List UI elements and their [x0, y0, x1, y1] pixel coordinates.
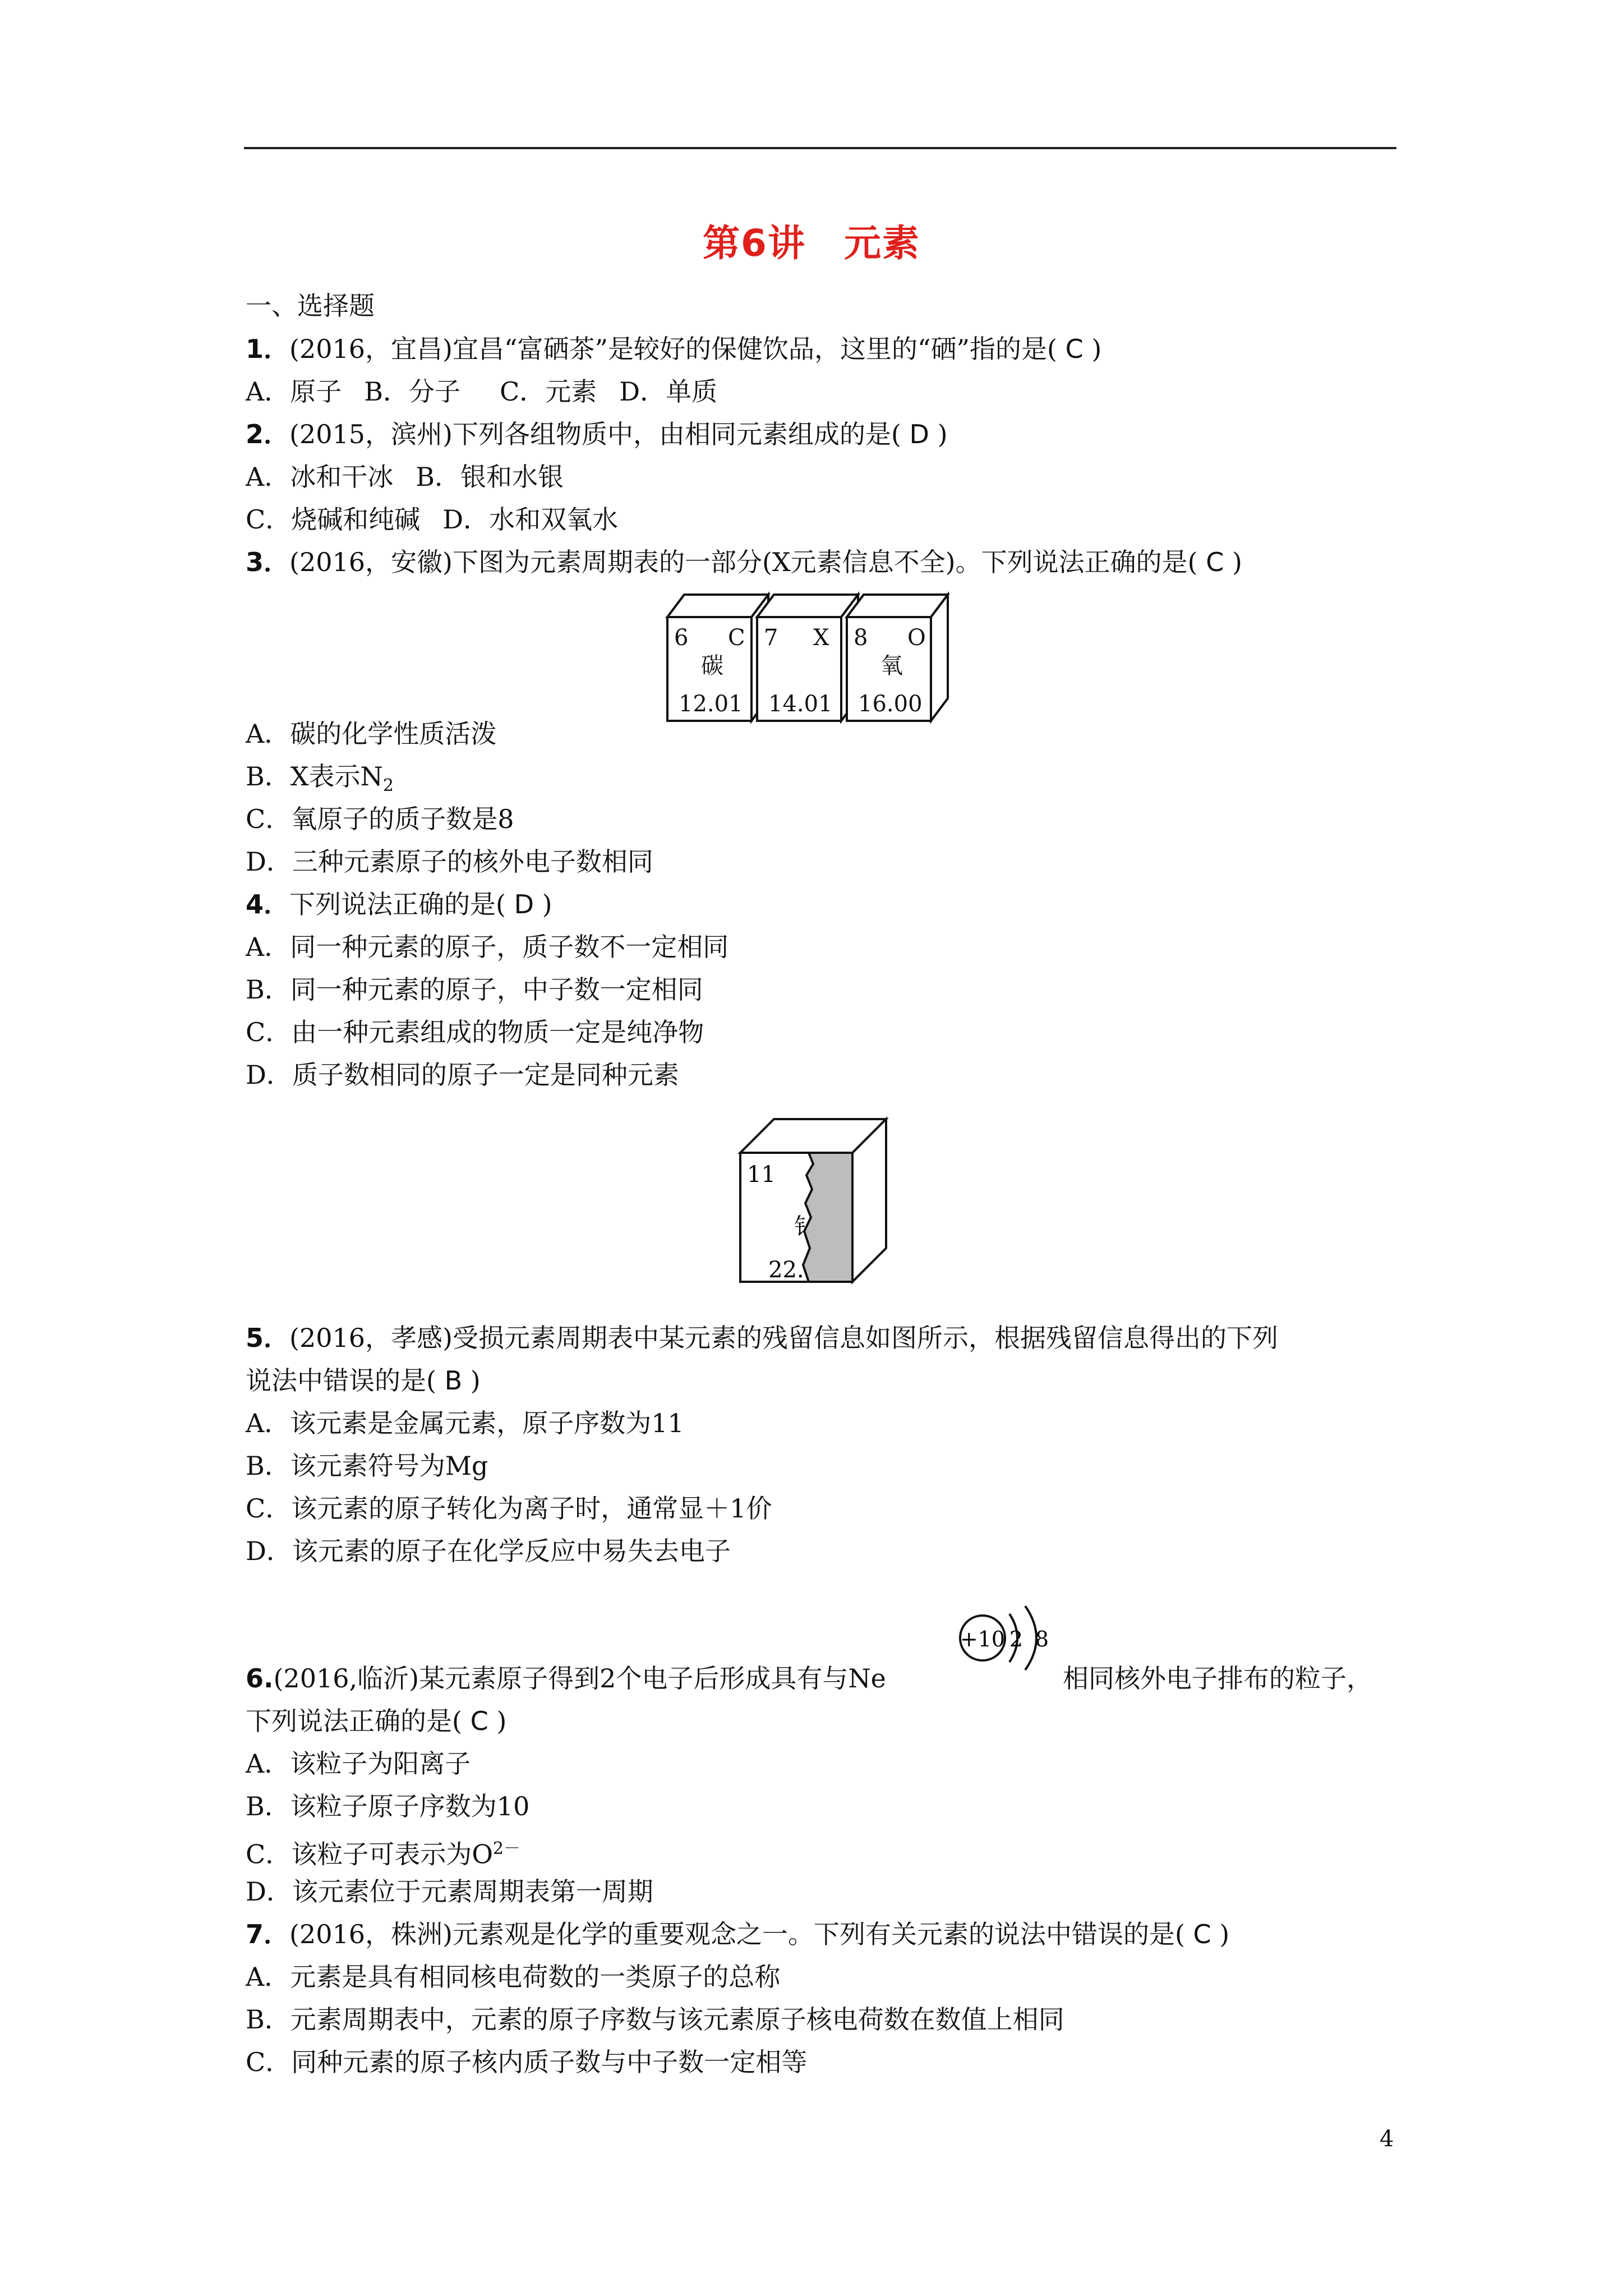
question-3-option-a: A．碳的化学性质活泼	[246, 719, 497, 749]
element-mass: 14.01	[768, 691, 833, 717]
section-heading: 一、选择题	[246, 291, 375, 321]
question-6-option-c: C．该粒子可表示为$O^{2-}$	[246, 1839, 521, 1870]
question-number: 2．	[246, 419, 290, 449]
shell-electrons: 8	[1035, 1627, 1049, 1651]
question-6-option-b: B．该粒子原子序数为10	[246, 1791, 530, 1821]
question-number: 1．	[246, 334, 290, 364]
question-4-option-b: B．同一种元素的原子，中子数一定相同	[246, 974, 703, 1005]
question-5-option-b: B．该元素符号为Mg	[246, 1451, 488, 1481]
question-5-option-d: D．该元素的原子在化学反应中易失去电子	[246, 1536, 731, 1566]
question-stem: (2016，安徽)下图为元素周期表的一部分(X元素信息不全)。下列说法正确的是(	[289, 547, 1198, 577]
nucleus-charge: +10	[960, 1627, 1006, 1651]
question-7: 7．(2016，株洲)元素观是化学的重要观念之一。下列有关元素的说法中错误的是( C )	[246, 1919, 1230, 1949]
ne-atom-structure-diagram	[953, 1602, 1066, 1686]
question-4-option-a: A．同一种元素的原子，质子数不一定相同	[246, 932, 729, 962]
partial-name: 钅	[794, 1214, 817, 1240]
question-number: 6.	[246, 1663, 274, 1694]
question-3-option-c: C．氧原子的质子数是8	[246, 804, 514, 834]
option: D．水和双氧水	[442, 504, 619, 535]
question-3-option-b: B．X表示$N_2$	[246, 761, 394, 796]
option: C．烧碱和纯碱	[246, 504, 421, 535]
element-mass: 16.00	[858, 691, 923, 717]
question-stem: (2015，滨州)下列各组物质中，由相同元素组成的是(	[289, 419, 901, 449]
question-1: 1．(2016，宜昌)宜昌“富硒茶”是较好的保健饮品，这里的“硒”指的是( C )	[246, 334, 1102, 364]
element-symbol: O	[907, 625, 926, 651]
question-number: 3．	[246, 547, 290, 577]
answer: C	[1206, 547, 1224, 577]
element-number: 6	[674, 625, 689, 651]
element-mass: 22.	[768, 1257, 804, 1283]
option: A．冰和干冰	[246, 462, 394, 492]
question-stem: (2016，宜昌)宜昌“富硒茶”是较好的保健饮品，这里的“硒”指的是(	[289, 334, 1057, 364]
question-7-option-a: A．元素是具有相同核电荷数的一类原子的总称	[246, 1962, 781, 1992]
question-stem: (2016，株洲)元素观是化学的重要观念之一。下列有关元素的说法中错误的是(	[289, 1919, 1185, 1949]
question-2: 2．(2015，滨州)下列各组物质中，由相同元素组成的是( D )	[246, 419, 948, 449]
element-number: 11	[747, 1162, 776, 1188]
option: C．元素	[500, 376, 597, 407]
question-stem: (2016，孝感)受损元素周期表中某元素的残留信息如图所示，根据残留信息得出的下列	[289, 1323, 1278, 1353]
periodic-table-fragment	[662, 583, 1021, 724]
question-2-options-row1	[246, 460, 564, 494]
question-5-cont: 说法中错误的是( B )	[246, 1365, 481, 1396]
answer: C	[1193, 1919, 1211, 1949]
answer: C	[1065, 334, 1083, 364]
element-mass: 12.01	[679, 691, 743, 717]
question-6-stem-end: 相同核外电子排布的粒子，	[1063, 1663, 1372, 1694]
element-number: 8	[854, 625, 868, 651]
answer: C	[470, 1706, 488, 1736]
question-5	[246, 1321, 1278, 1355]
answer: D	[514, 889, 534, 919]
option: B．分子	[364, 376, 461, 407]
answer: B	[444, 1365, 463, 1396]
question-3-option-d: D．三种元素原子的核外电子数相同	[246, 846, 653, 877]
option: D．单质	[619, 376, 718, 407]
question-6-cont: 下列说法正确的是( C )	[246, 1706, 507, 1736]
question-3: 3．(2016，安徽)下图为元素周期表的一部分(X元素信息不全)。下列说法正确的是( C )	[246, 547, 1242, 577]
damaged-element-cell	[735, 1114, 892, 1293]
question-number: 4．	[246, 889, 290, 919]
question-stem: (2016,临沂)某元素原子得到2个电子后形成具有与Ne	[273, 1663, 886, 1694]
question-1-options	[246, 375, 717, 408]
answer: D	[909, 419, 929, 449]
question-7-option-c: C．同种元素的原子核内质子数与中子数一定相等	[246, 2047, 808, 2077]
question-4-option-c: C．由一种元素组成的物质一定是纯净物	[246, 1017, 704, 1047]
question-2-options-row2	[246, 503, 618, 536]
element-symbol: C	[728, 625, 745, 651]
option: B．银和水银	[416, 462, 564, 492]
question-6	[246, 1662, 886, 1695]
question-4: 4．下列说法正确的是( D )	[246, 889, 552, 919]
header-rule	[244, 147, 1396, 149]
element-number: 7	[764, 625, 778, 651]
page-title: 第6讲 元素	[703, 222, 920, 265]
element-symbol: X	[813, 625, 829, 651]
shell-electrons: 2	[1009, 1627, 1023, 1651]
option: A．原子	[246, 376, 342, 407]
question-6-option-a: A．该粒子为阳离子	[246, 1749, 471, 1779]
element-name: 氧	[880, 653, 903, 679]
element-name: 碳	[701, 653, 723, 679]
question-5-option-a: A．该元素是金属元素，原子序数为11	[246, 1408, 684, 1438]
question-6-option-d: D．该元素位于元素周期表第一周期	[246, 1876, 653, 1907]
question-7-option-b: B．元素周期表中，元素的原子序数与该元素原子核电荷数在数值上相同	[246, 2004, 1064, 2035]
question-5-option-c: C．该元素的原子转化为离子时，通常显＋1价	[246, 1493, 772, 1524]
question-4-option-d: D．质子数相同的原子一定是同种元素	[246, 1060, 679, 1090]
question-number: 7．	[246, 1919, 290, 1949]
question-number: 5．	[246, 1323, 290, 1353]
question-stem: 下列说法正确的是(	[289, 889, 506, 919]
page-number: 4	[1380, 2126, 1394, 2152]
